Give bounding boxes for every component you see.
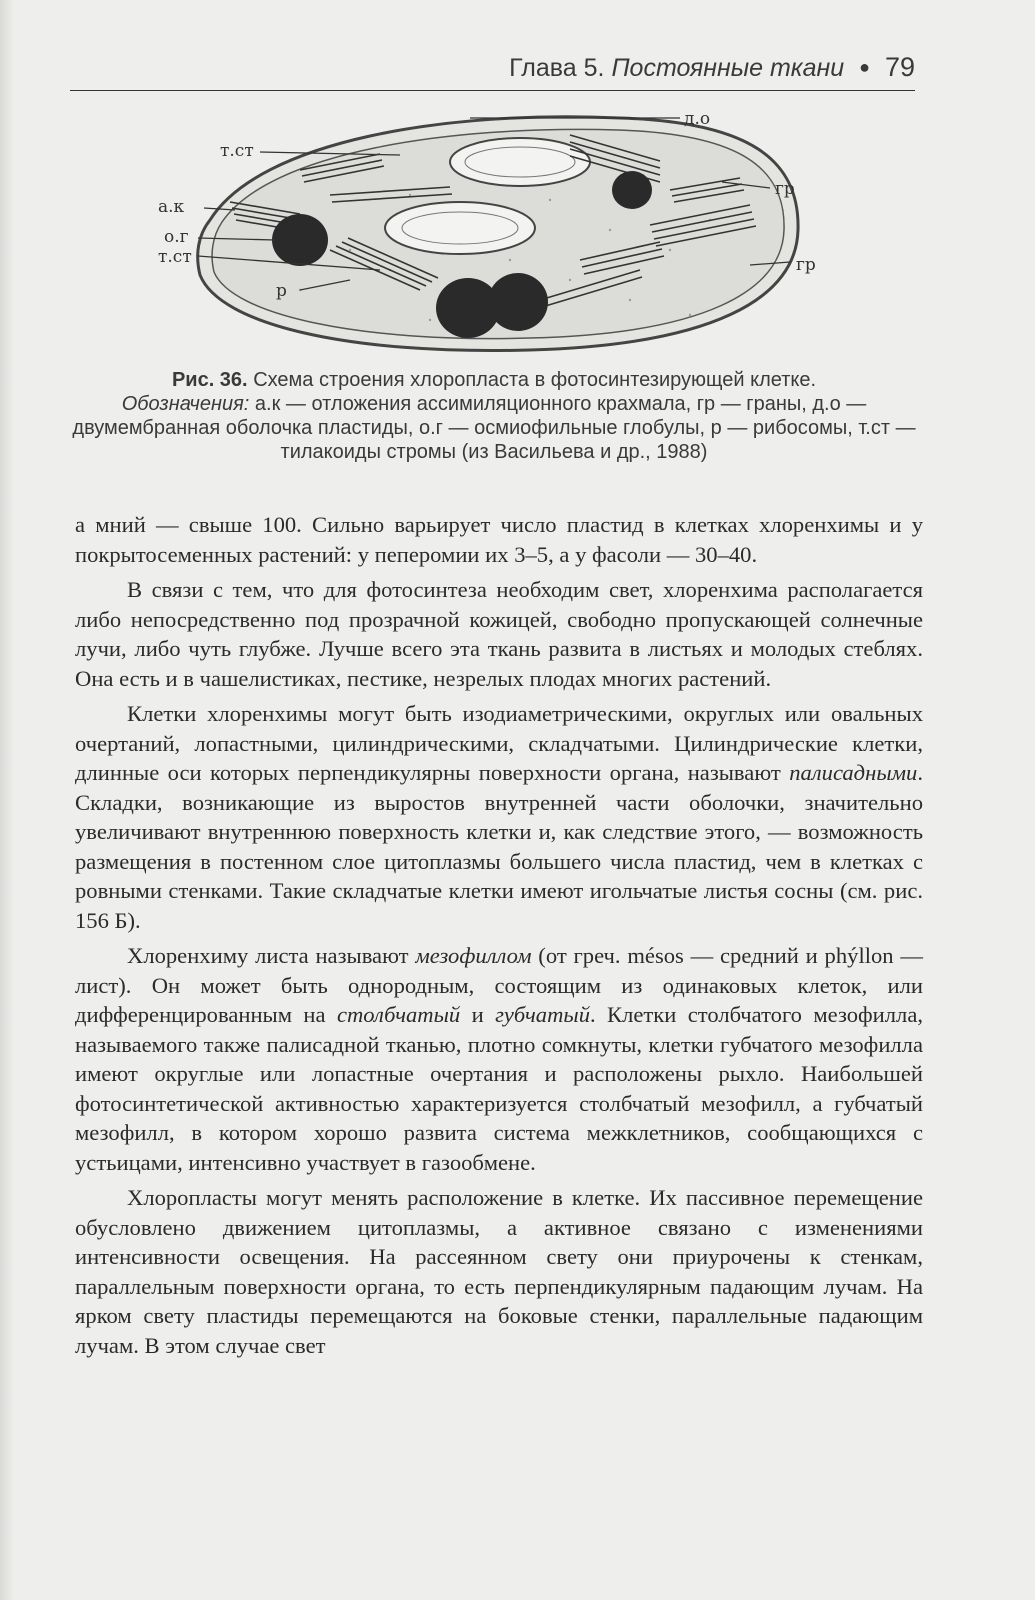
- legend-title: Обозначения:: [121, 393, 250, 415]
- label-gr-bottom: гр: [796, 255, 816, 275]
- body-text: [75, 510, 923, 1366]
- term-mesophyll: мезофиллом: [415, 943, 532, 968]
- paragraph-4-text-d: . Клетки столбчатого мезофилла, называемого также палисадной тканью, плотно сомкнуты, клетки губчатого мезофилла имеют округлые или лопастные очертания и расположены рыхло. Наибольшей фотосинтетической активностью характеризуется столбчатый мезофилл, а губчатый мезофилл, в котором хорошо развита система межклетников, сообщающихся с устьицами, интенсивно участвует в газообмене.: [75, 1002, 923, 1175]
- paragraph-5: Хлоропласты могут менять расположение в клетке. Их пассивное перемещение обусловлено движением цитоплазмы, а активное связано с изменениями интенсивности освещения. На рассеянном свету они приурочены к стенкам, параллельным поверхности органа, то есть перпендикулярным падающим лучам. На ярком свету пластиды перемещаются на боковые стенки, параллельные падающим лучам. В этом случае свет: [75, 1185, 923, 1358]
- label-ak: а.к: [158, 197, 185, 217]
- paragraph-4: [75, 941, 923, 1177]
- term-spongy: губчатый: [495, 1002, 590, 1027]
- figure-number: Рис. 36.: [171, 369, 248, 391]
- chloroplast-diagram: [150, 100, 850, 360]
- chapter-number: Глава 5.: [509, 54, 605, 82]
- chloroplast-figure: [150, 100, 850, 360]
- osmiophilic-globule: [272, 214, 328, 266]
- starch-deposit-top: [450, 138, 590, 186]
- label-og: о.г: [164, 227, 189, 247]
- label-tst-top: т.ст: [220, 141, 254, 161]
- page-edge-shadow: [0, 0, 14, 1600]
- figure-caption: [68, 368, 920, 464]
- osmiophilic-globule: [488, 273, 548, 331]
- running-header: [70, 50, 915, 91]
- paragraph-4-text-b: (от греч. mésos — средний и phýllon — лист). Он может быть однородным, состоящим из одинаковых клеток, или дифференцированным на: [75, 943, 923, 1027]
- label-r: р: [276, 281, 287, 301]
- label-tst-bottom: т.ст: [158, 247, 192, 267]
- header-row: [509, 52, 915, 83]
- paragraph-2: В связи с тем, что для фотосинтеза необходим свет, хлоренхима располагается либо непосредственно под прозрачной кожицей, свободно пропускающей солнечные лучи, либо чуть глубже. Лучше всего эта ткань развита в листьях и молодых стеблях. Она есть и в чашелистиках, пестике, незрелых плодах многих растений.: [75, 577, 923, 691]
- page-number: 79: [884, 52, 915, 82]
- paragraph-4-text-a: Хлоренхиму листа называют: [127, 943, 416, 968]
- header-bullet: ●: [859, 57, 870, 77]
- starch-deposit-center: [385, 202, 535, 254]
- legend-text: а.к — отложения ассимиляционного крахмала, гр — граны, д.о — двумембранная оболочка пластиды, о.г — осмиофильные глобулы, р — рибосомы, т.ст — тилакоиды стромы (из Васильева и др., 1988): [72, 393, 916, 463]
- paragraph-1: а мний — свыше 100. Сильно варьирует число пластид в клетках хлоренхимы и у покрытосеменных растений: у пеперомии их 3–5, а у фасоли — 30–40.: [75, 512, 923, 567]
- figure-title: Схема строения хлоропласта в фотосинтезирующей клетке.: [253, 369, 817, 391]
- term-columnar: столбчатый: [336, 1002, 461, 1027]
- paragraph-3-text-a: Клетки хлоренхимы могут быть изодиаметрическими, округлых или овальных очертаний, лопастными, цилиндрическими, складчатыми. Цилиндрические клетки, длинные оси которых перпендикулярны поверхности органа, называют: [75, 701, 923, 785]
- chapter-title: Постоянные ткани: [611, 54, 845, 82]
- paragraph-4-text-c: и: [460, 1002, 496, 1027]
- label-do: д.о: [684, 109, 711, 129]
- paragraph-3: [75, 699, 923, 935]
- paragraph-3-text-b: . Складки, возникающие из выростов внутренней части оболочки, значительно увеличивают внутреннюю поверхность клетки и, как следствие этого, — возможность размещения в постенном слое цитоплазмы большего числа пластид, чем в клетках с ровными стенками. Такие складчатые клетки имеют игольчатые листья сосны (см. рис. 156 Б).: [75, 760, 923, 933]
- term-palisade: палисадными: [789, 760, 918, 785]
- label-gr-top: гр: [775, 179, 795, 199]
- osmiophilic-globule: [612, 171, 652, 209]
